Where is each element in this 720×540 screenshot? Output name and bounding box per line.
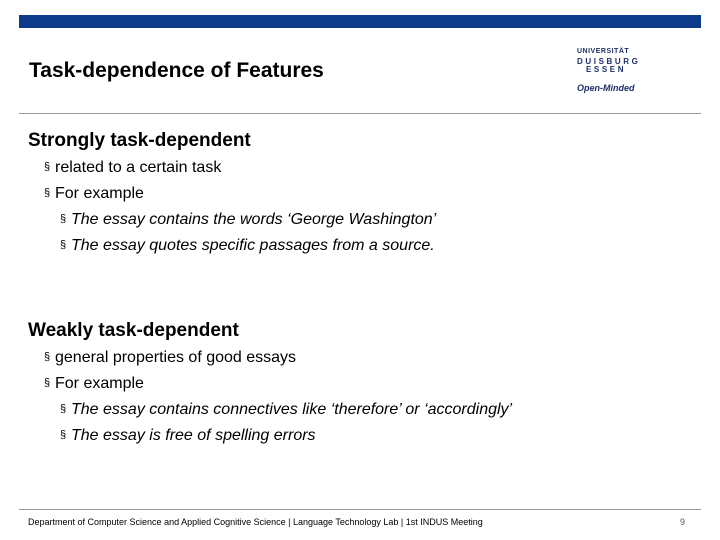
list-item <box>60 211 436 229</box>
list-item-text: For example <box>55 185 144 202</box>
list-item <box>44 159 221 177</box>
section-heading-strongly: Strongly task-dependent <box>28 130 251 151</box>
bullet-icon: § <box>60 429 67 441</box>
list-item-text: The essay contains the words ‘George Washington’ <box>71 211 437 228</box>
logo-line-duisburg: DUISBURG <box>577 57 641 66</box>
bullet-icon: § <box>44 351 51 363</box>
list-item <box>60 401 512 419</box>
bullet-icon: § <box>60 213 67 225</box>
list-item-text: The essay contains connectives like ‘therefore’ or ‘accordingly’ <box>71 401 513 418</box>
footer-divider <box>19 509 701 510</box>
logo-tagline: Open-Minded <box>577 83 635 93</box>
page-number: 9 <box>679 517 685 527</box>
footer-text: Department of Computer Science and Applied Cognitive Science | Language Technology Lab | 1st INDUS Meeting <box>28 517 483 527</box>
list-item-text: general properties of good essays <box>55 349 297 366</box>
university-logo <box>577 48 667 98</box>
list-item-text: The essay quotes specific passages from a source. <box>71 237 435 254</box>
list-item <box>44 185 144 203</box>
header-bar <box>19 15 701 28</box>
bullet-icon: § <box>60 403 67 415</box>
logo-line-essen: ESSEN <box>586 65 627 74</box>
list-item <box>44 349 296 367</box>
list-item <box>44 375 144 393</box>
title-divider <box>19 113 701 114</box>
bullet-icon: § <box>44 187 51 199</box>
list-item-text: related to a certain task <box>55 159 222 176</box>
logo-line-universitaet: UNIVERSITÄT <box>577 48 630 55</box>
list-item <box>60 427 316 445</box>
list-item-text: The essay is free of spelling errors <box>71 427 316 444</box>
section-heading-weakly: Weakly task-dependent <box>28 320 239 341</box>
slide-title: Task-dependence of Features <box>29 59 324 82</box>
list-item <box>60 237 435 255</box>
bullet-icon: § <box>60 239 67 251</box>
bullet-icon: § <box>44 377 51 389</box>
list-item-text: For example <box>55 375 144 392</box>
bullet-icon: § <box>44 161 51 173</box>
